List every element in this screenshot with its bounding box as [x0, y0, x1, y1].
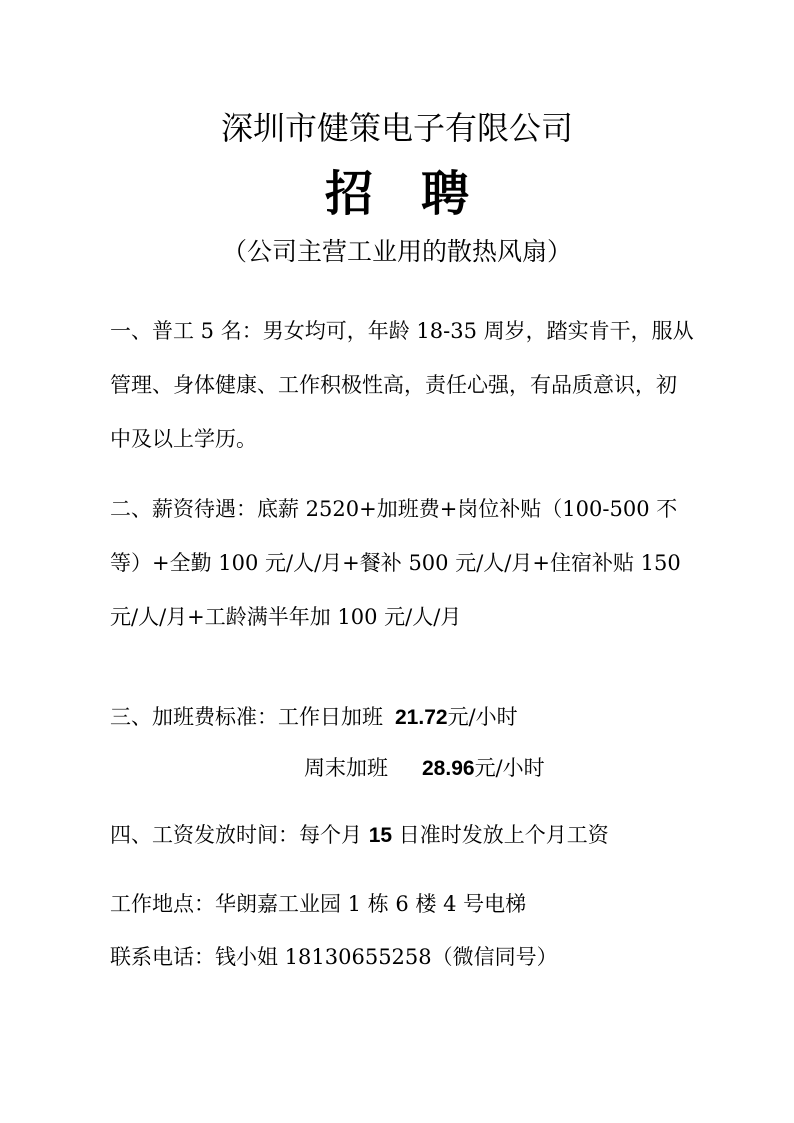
address-label: 工作地点： [110, 892, 215, 916]
phone-label: 联系电话： [110, 945, 215, 969]
phone-value: 钱小姐 18130655258（微信同号） [215, 945, 558, 969]
workday-overtime-rate: 21.72 [395, 706, 448, 729]
weekend-overtime-rate: 28.96 [422, 757, 475, 780]
overtime-weekend-line [304, 751, 545, 786]
work-address-line [110, 887, 526, 921]
section-salary: 二、薪资待遇：底薪 2520+加班费+岗位补贴（100-500 不等）+全勤 100 元/人/月+餐补 500 元/人/月+住宿补贴 150 元/人/月+工龄满半年加 100 元/人/月 [110, 497, 681, 629]
section-pay-date [110, 818, 609, 853]
workday-overtime-label: 工作日加班 [278, 705, 383, 729]
address-value: 华朗嘉工业园 1 栋 6 楼 4 号电梯 [215, 892, 527, 916]
workday-overtime-unit: 元/小时 [447, 705, 518, 729]
weekend-overtime-label: 周末加班 [304, 756, 388, 780]
section-general-worker: 一、普工 5 名：男女均可，年龄 18-35 周岁，踏实肯干，服从管理、身体健康、工作积极性高，责任心强，有品质意识，初中及以上学历。 [110, 319, 694, 451]
recruit-title: 招聘 [324, 166, 517, 222]
contact-phone-line [110, 940, 558, 974]
weekend-overtime-unit: 元/小时 [474, 756, 545, 780]
pay-date-prefix: 四、工资发放时间：每个月 [110, 823, 369, 847]
pay-date-suffix: 日准时发放上个月工资 [392, 823, 609, 847]
company-name: 深圳市健策电子有限公司 [220, 109, 573, 147]
overtime-standard-label: 三、加班费标准： [110, 705, 278, 729]
pay-date-day: 15 [368, 824, 393, 847]
overtime-workday-line [110, 700, 518, 735]
business-subtitle: （公司主营工业用的散热风扇） [221, 237, 572, 266]
